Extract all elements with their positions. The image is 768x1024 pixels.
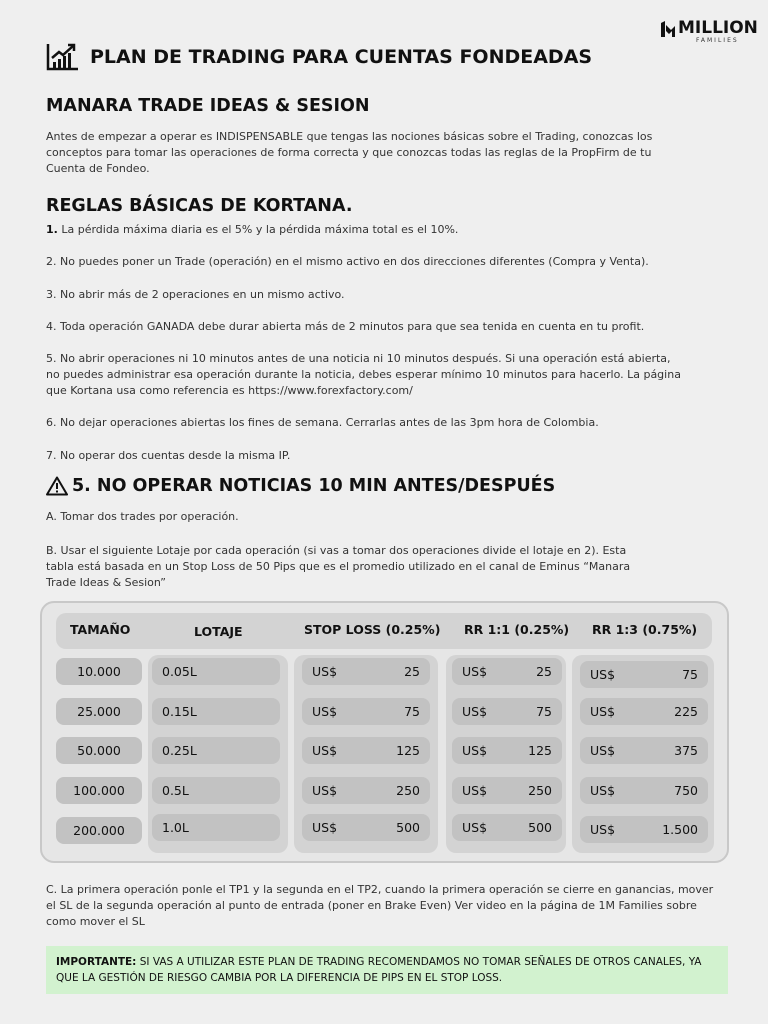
warning-icon (46, 476, 68, 496)
stop-loss-cell: US$ 500 (302, 814, 430, 841)
stop-loss-cell: US$ 125 (302, 737, 430, 764)
logo-subword: FAMILIES (696, 37, 739, 44)
point-c: C. La primera operación ponle el TP1 y la segunda en el TP2, cuando la primera operación se cierre en ganancias, mover el SL de la segunda operación al punto de entrada (poner en Brake Even) Ver video en la página de 1M Families sobre como mover el SL (46, 883, 714, 928)
section-heading-rules: REGLAS BÁSICAS DE KORTANA. (46, 196, 353, 216)
page-title: PLAN DE TRADING PARA CUENTAS FONDEADAS (90, 46, 593, 68)
lot-cell: 0.15L (152, 698, 280, 725)
header-rr-1-3: RR 1:3 (0.75%) (592, 622, 698, 637)
lot-cell: 0.25L (152, 737, 280, 764)
rr-1-3-cell: US$ 750 (580, 777, 708, 804)
growth-chart-icon (46, 42, 80, 72)
rr-1-1-cell: US$ 25 (452, 658, 562, 685)
lot-size-table (40, 601, 729, 863)
rule-5: 5. No abrir operaciones ni 10 minutos antes de una noticia ni 10 minutos después. Si una operación está abierta, no puedes administrar esa operación durante la noticia, debes esperar mínimo 10 minutos para hacerlo. La página que Kortana usa como referencia es https://www.forexfactory.com/ (46, 352, 681, 397)
size-cell: 10.000 (56, 658, 142, 685)
point-a: A. Tomar dos trades por operación. (46, 510, 239, 523)
rr-1-3-cell: US$ 75 (580, 661, 708, 688)
stop-loss-cell: US$ 250 (302, 777, 430, 804)
size-cell: 200.000 (56, 817, 142, 844)
rule-6: 6. No dejar operaciones abiertas los fines de semana. Cerrarlas antes de las 3pm hora de Colombia. (46, 416, 599, 429)
rr-1-1-cell: US$ 500 (452, 814, 562, 841)
rule-2: 2. No puedes poner un Trade (operación) en el mismo activo en dos direcciones diferentes (Compra y Venta). (46, 255, 649, 268)
point-b: B. Usar el siguiente Lotaje por cada operación (si vas a tomar dos operaciones divide el lotaje en 2). Esta tabla está basada en un Stop Loss de 50 Pips que es el promedio utilizado en el canal de Eminus “Manara Trade Ideas & Sesion” (46, 544, 631, 589)
brand-logo (660, 17, 758, 45)
intro-paragraph: Antes de empezar a operar es INDISPENSABLE que tengas las nociones básicas sobre el Trading, conozcas los conceptos para tomar las operaciones de forma correcta y que conozcas todas las reglas de la PropFirm de tu Cuenta de Fondeo. (46, 130, 653, 175)
lot-cell: 1.0L (152, 814, 280, 841)
section-heading-news-text: 5. NO OPERAR NOTICIAS 10 MIN ANTES/DESPUÉS (72, 476, 556, 496)
header-rr-1-1: RR 1:1 (0.25%) (464, 622, 570, 637)
important-text: SI VAS A UTILIZAR ESTE PLAN DE TRADING RECOMENDAMOS NO TOMAR SEÑALES DE OTROS CANALES, YA QUE LA GESTIÓN DE RIESGO CAMBIA POR LA DIFERENCIA DE PIPS EN EL STOP LOSS. (56, 956, 702, 984)
rr-1-3-cell: US$ 1.500 (580, 816, 708, 843)
lot-cell: 0.05L (152, 658, 280, 685)
important-note (46, 946, 728, 994)
rr-1-1-cell: US$ 250 (452, 777, 562, 804)
section-heading-manara: MANARA TRADE IDEAS & SESION (46, 96, 370, 116)
logo-mark-icon (660, 20, 676, 38)
rule-3: 3. No abrir más de 2 operaciones en un mismo activo. (46, 288, 345, 301)
page-title-row (46, 42, 592, 72)
rr-1-3-cell: US$ 375 (580, 737, 708, 764)
rule-7: 7. No operar dos cuentas desde la misma IP. (46, 449, 291, 462)
rule-1 (46, 222, 686, 238)
header-size: TAMAÑO (70, 622, 131, 637)
stop-loss-cell: US$ 25 (302, 658, 430, 685)
size-cell: 100.000 (56, 777, 142, 804)
size-cell: 50.000 (56, 737, 142, 764)
header-stop-loss: STOP LOSS (0.25%) (304, 622, 441, 637)
rule-1-text: La pérdida máxima diaria es el 5% y la pérdida máxima total es el 10%. (57, 223, 459, 236)
important-label: IMPORTANTE: (56, 956, 137, 968)
rr-1-1-cell: US$ 125 (452, 737, 562, 764)
rule-4: 4. Toda operación GANADA debe durar abierta más de 2 minutos para que sea tenida en cuenta en tu profit. (46, 320, 645, 333)
header-lot: LOTAJE (194, 624, 243, 639)
section-heading-news (46, 476, 555, 496)
size-cell: 25.000 (56, 698, 142, 725)
rr-1-1-cell: US$ 75 (452, 698, 562, 725)
lot-cell: 0.5L (152, 777, 280, 804)
rule-1-number: 1. (46, 223, 58, 236)
rr-1-3-cell: US$ 225 (580, 698, 708, 725)
logo-word: MILLION (678, 18, 758, 38)
stop-loss-cell: US$ 75 (302, 698, 430, 725)
table-header (56, 613, 712, 649)
